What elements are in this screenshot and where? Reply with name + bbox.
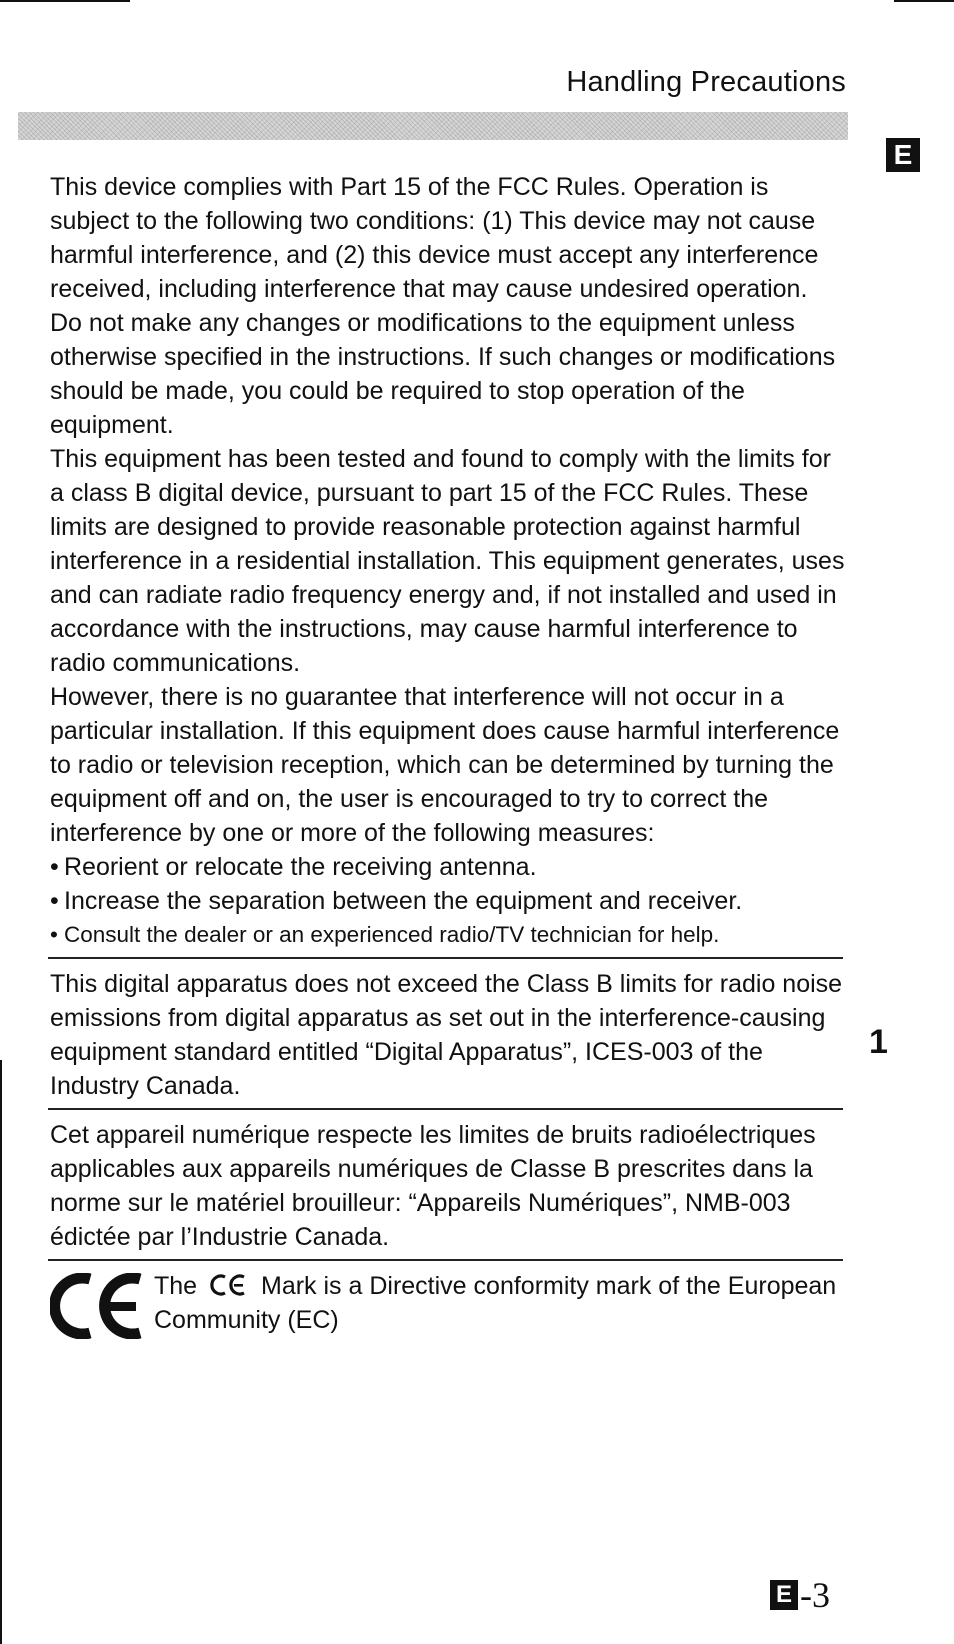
list-item: • Consult the dealer or an experienced radio/TV technician for help. (50, 918, 850, 952)
page-title: Handling Precautions (566, 66, 846, 98)
divider (48, 1259, 843, 1261)
canada-statement-english: This digital apparatus does not exceed the Class B limits for radio noise emissions from digital apparatus as set out in the interference-causing equipment standard entitled “Digital Apparatus”, ICES-003 of the Industry Canada. (50, 970, 843, 1100)
fcc-paragraph-class-b: This equipment has been tested and found to comply with the limits for a class B digital device, pursuant to part 15 of the FCC Rules. These limits are designed to provide reasonable protection against harmful interference in a residential installation. This equipment generates, uses and can radiate radio frequency energy and, if not installed and used in accordance with the instructions, may cause harmful interference to radio communications. (50, 445, 845, 677)
section-number: 1 (869, 1023, 888, 1061)
page-number (770, 1574, 830, 1616)
ce-mark-statement (50, 1269, 850, 1339)
list-item: • Increase the separation between the equipment and receiver. (50, 884, 850, 918)
bullet-icon: • (50, 887, 59, 915)
page-content (50, 170, 850, 1339)
bullet-icon: • (50, 853, 59, 881)
fcc-paragraph-modifications: Do not make any changes or modifications to the equipment unless otherwise specified in the instructions. If such changes or modifications should be made, you could be required to stop operation of the equipment. (50, 309, 836, 439)
left-edge-mark (0, 1060, 2, 1644)
header-band (18, 112, 848, 140)
top-right-edge-mark (894, 0, 954, 2)
ce-mark-logo (50, 1273, 148, 1339)
divider (48, 957, 843, 959)
page-section-box: E (770, 1580, 798, 1610)
bullet-icon: • (50, 922, 58, 947)
ce-mark-inline-icon (210, 1274, 248, 1296)
divider (48, 1108, 843, 1110)
canada-statement-french: Cet appareil numérique respecte les limites de bruits radioélectriques applicables aux appareils numériques de Classe B prescrites dans la norme sur le matériel brouilleur: “Appareils Numériques”, NMB-003 édictée par l’Industrie Canada. (50, 1121, 816, 1251)
page-number-value: -3 (800, 1575, 830, 1615)
language-tab: E (886, 138, 920, 172)
fcc-paragraph-compliance: This device complies with Part 15 of the FCC Rules. Operation is subject to the following two conditions: (1) This device may not cause harmful interference, and (2) this device must accept any interference received, including interference that may cause undesired operation. (50, 173, 819, 303)
ce-mark-text: The Mark is a Directive conformity mark of the European Community (EC) (154, 1272, 837, 1334)
top-left-edge-mark (0, 0, 130, 2)
list-item: • Reorient or relocate the receiving antenna. (50, 850, 850, 884)
fcc-statement (50, 170, 850, 952)
measures-list (50, 850, 850, 952)
fcc-paragraph-no-guarantee: However, there is no guarantee that interference will not occur in a particular installation. If this equipment does cause harmful interference to radio or television reception, which can be determined by turning the equipment off and on, the user is encouraged to try to correct the interference by one or more of the following measures: (50, 683, 840, 847)
